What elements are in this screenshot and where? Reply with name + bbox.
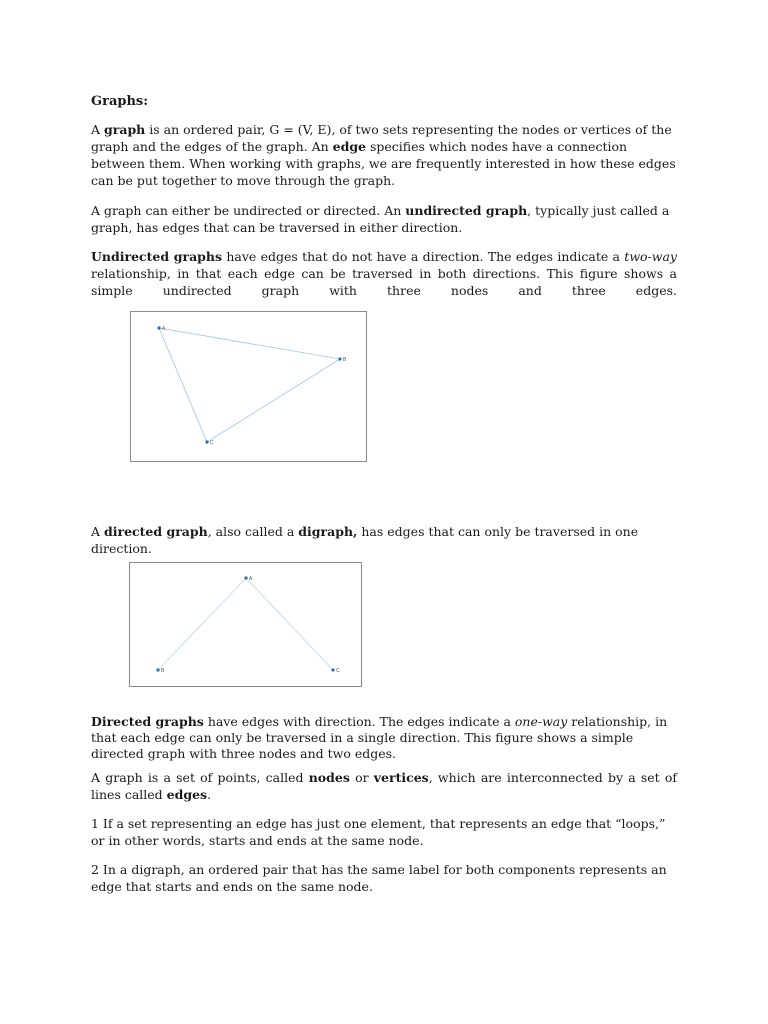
- term-two-way: two-way: [624, 249, 677, 264]
- term-digraph: digraph,: [298, 524, 358, 539]
- footnote-2: 2 In a digraph, an ordered pair that has the same label for both components represents an edge that starts and ends on the same node.: [91, 862, 667, 894]
- term-undirected-graphs: Undirected graphs: [91, 249, 223, 264]
- paragraph-directed-graphs: [91, 714, 677, 762]
- term-vertices: vertices: [373, 770, 429, 785]
- text: has edges that can only be traversed in one direction.: [91, 524, 639, 556]
- paragraph-directed-intro: [91, 523, 677, 557]
- text: , also called a: [207, 524, 299, 539]
- text: relationship, in that each edge can be traversed in both directions. This figure shows a simple undirected graph with three nodes and three edges.: [91, 266, 677, 298]
- paragraph-graph-set-definition: [91, 769, 677, 803]
- text: or: [349, 770, 374, 785]
- page-title: Graphs:: [91, 94, 149, 109]
- text: is an ordered pair, G = (V, E), of two sets representing the nodes or vertices of the graph and the edges of the graph. An: [91, 122, 672, 154]
- term-directed-graph: directed graph: [104, 524, 208, 539]
- directed-node-c: [331, 668, 334, 671]
- text: , typically just called a graph, has edges that can be traversed in either direction.: [91, 203, 670, 235]
- undirected-node-c: [205, 440, 208, 443]
- directed-node-label-c: C: [336, 668, 340, 674]
- undirected-graph-figure: [130, 311, 368, 463]
- text: have edges that do not have a direction. The edges indicate a: [222, 249, 625, 264]
- term-edges: edges: [166, 787, 208, 802]
- text: A graph can either be undirected or directed. An: [91, 203, 406, 218]
- term-edge: edge: [332, 139, 367, 154]
- paragraph-undirected-intro: [91, 202, 677, 236]
- undirected-node-a: [157, 326, 160, 329]
- undirected-node-label-a: A: [162, 326, 166, 332]
- directed-node-label-b: B: [161, 668, 165, 674]
- text: relationship, in that each edge can only be traversed in a single direction. This figure shows a simple directed graph with three nodes and two edges.: [91, 714, 668, 761]
- directed-graph-figure: [129, 562, 363, 688]
- term-directed-graphs: Directed graphs: [91, 714, 204, 729]
- undirected-node-b: [338, 357, 341, 360]
- text: A: [91, 524, 105, 539]
- footnote-1: 1 If a set representing an edge has just one element, that represents an edge that “loops,” or in other words, starts and ends at the same node.: [91, 816, 666, 848]
- text: A: [91, 122, 105, 137]
- term-one-way: one-way: [514, 714, 568, 729]
- term-nodes: nodes: [308, 770, 350, 785]
- directed-node-b: [156, 668, 159, 671]
- text: , which are interconnected by a set of lines called: [91, 770, 678, 802]
- paragraph-undirected-graphs: [91, 248, 677, 299]
- undirected-graph-svg: [130, 311, 368, 463]
- undirected-node-label-c: C: [210, 440, 214, 446]
- text: have edges with direction. The edges indicate a: [203, 714, 515, 729]
- text: .: [207, 787, 212, 802]
- term-graph: graph: [104, 122, 146, 137]
- text: A graph is a set of points, called: [91, 770, 309, 785]
- text: specifies which nodes have a connection between them. When working with graphs, we are frequently interested in how these edges can be put together to move through the graph.: [91, 139, 676, 188]
- undirected-node-label-b: B: [343, 357, 347, 363]
- paragraph-graph-definition: [91, 121, 677, 189]
- directed-node-label-a: A: [249, 576, 253, 582]
- term-undirected-graph: undirected graph: [405, 203, 528, 218]
- directed-graph-svg: [129, 562, 363, 688]
- directed-node-a: [244, 576, 247, 579]
